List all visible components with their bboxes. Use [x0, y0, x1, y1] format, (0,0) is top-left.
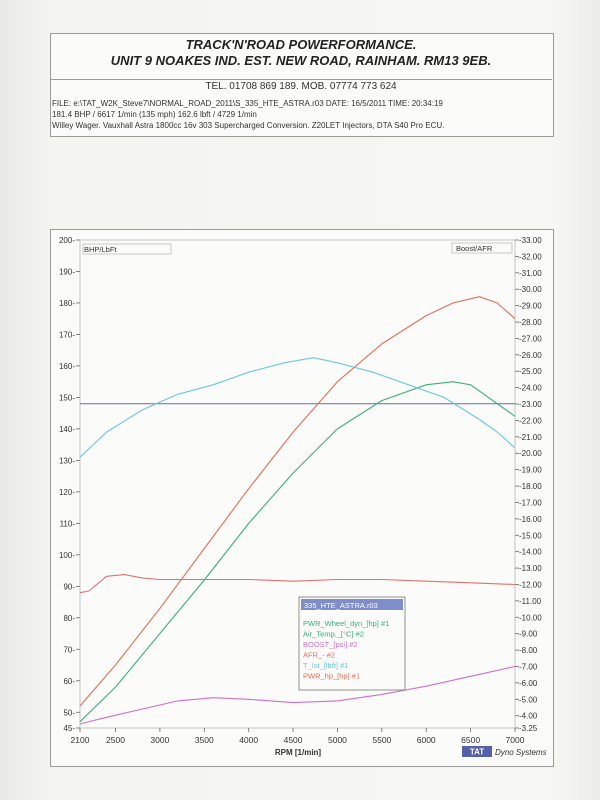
right-tick-label: -4.00 — [519, 711, 538, 721]
left-tick-label: 110- — [59, 519, 75, 529]
x-tick-label: 4500 — [283, 735, 303, 745]
company-name: TRACK'N'ROAD POWERFORMANCE. — [185, 37, 417, 52]
left-tick-label: 60- — [63, 676, 75, 686]
x-tick-label: 4000 — [239, 735, 259, 745]
right-tick-label: -18.00 — [519, 482, 542, 492]
right-tick-label: -30.00 — [519, 285, 542, 295]
legend-entry: AFR_- #2 — [303, 650, 336, 660]
legend-entry: PWR_hp_[hp] #1 — [303, 671, 361, 681]
series-line — [80, 667, 515, 724]
right-tick-label: -24.00 — [519, 383, 542, 393]
legend-entry: PWR_Wheel_dyn_[hp] #1 — [303, 619, 390, 628]
left-tick-label: 190- — [58, 267, 75, 277]
left-tick-label: 50- — [63, 708, 75, 718]
right-tick-label: -11.00 — [519, 596, 542, 606]
brand-name: Dyno Systems — [495, 748, 547, 757]
right-tick-label: -19.00 — [519, 465, 542, 475]
x-axis-title: RPM [1/min] — [274, 748, 322, 757]
left-tick-label: 130- — [58, 456, 75, 466]
company-address: UNIT 9 NOAKES IND. EST. NEW ROAD, RAINHAM. RM13 9EB. — [110, 53, 492, 68]
right-tick-label: -5.00 — [519, 695, 538, 705]
right-tick-label: -6.00 — [519, 678, 538, 688]
series-line — [80, 575, 515, 593]
left-tick-label: 90- — [63, 582, 75, 592]
right-tick-label: -14.00 — [519, 547, 542, 557]
x-tick-label: 2100 — [70, 735, 90, 745]
left-tick-label: 100- — [58, 550, 75, 560]
right-tick-label: -13.00 — [519, 564, 542, 574]
right-tick-label: -3.25 — [519, 724, 538, 733]
right-tick-label: -32.00 — [519, 252, 542, 262]
right-tick-label: -31.00 — [519, 268, 542, 278]
left-tick-label: 45- — [63, 724, 75, 733]
company-telephone: TEL. 01708 869 189. MOB. 07774 773 624 — [205, 81, 397, 92]
right-tick-label: -27.00 — [519, 334, 542, 344]
run-peak-values: 181.4 BHP / 6617 1/min (135 mph) 162.6 lbft / 4729 1/min — [52, 110, 257, 119]
right-tick-label: -8.00 — [519, 646, 538, 656]
left-tick-label: 80- — [63, 613, 75, 623]
left-axis-title: BHP/LbFt — [84, 245, 117, 254]
left-tick-label: 170- — [58, 330, 75, 340]
right-tick-label: -10.00 — [519, 613, 542, 623]
right-tick-label: -7.00 — [519, 662, 538, 672]
series-line — [80, 382, 515, 722]
x-tick-label: 3000 — [150, 735, 170, 745]
x-tick-label: 6000 — [416, 735, 436, 745]
right-tick-label: -20.00 — [519, 449, 542, 459]
right-tick-label: -33.00 — [519, 236, 542, 245]
x-tick-label: 2500 — [106, 735, 125, 745]
legend-entry: BOOST_[psi] #2 — [303, 640, 358, 649]
plot-area — [80, 240, 515, 728]
right-tick-label: -23.00 — [519, 400, 542, 410]
right-tick-label: -15.00 — [519, 531, 542, 541]
series-line — [80, 358, 515, 458]
right-tick-label: -22.00 — [519, 416, 542, 426]
left-tick-label: 70- — [63, 645, 75, 655]
left-tick-label: 150- — [58, 393, 75, 403]
x-tick-label: 3500 — [194, 735, 214, 745]
left-tick-label: 120- — [58, 487, 75, 497]
x-tick-label: 5000 — [327, 735, 347, 745]
run-file-info: FILE: e:\TAT_W2K_Steve7\NORMAL_ROAD_2011\S_335_HTE_ASTRA.r03 DATE: 16/5/2011 TIME: 20:34:19 — [52, 99, 443, 108]
series-line — [80, 297, 515, 706]
right-tick-label: -29.00 — [519, 301, 542, 311]
right-tick-label: -9.00 — [519, 629, 538, 639]
legend-title: 335_HTE_ASTRA.r03 — [304, 601, 378, 610]
left-tick-label: 200- — [58, 236, 75, 245]
right-tick-label: -25.00 — [519, 367, 542, 377]
run-vehicle-description: Willey Wager. Vauxhall Astra 1800cc 16v 303 Supercharged Conversion. Z20LET Injectors, DTA S40 Pro ECU. — [52, 121, 445, 130]
left-tick-label: 160- — [58, 361, 75, 371]
right-tick-label: -21.00 — [519, 432, 542, 442]
left-tick-label: 140- — [58, 424, 75, 434]
left-tick-label: 180- — [58, 298, 75, 308]
legend-entry: Air_Temp._[°C] #2 — [303, 629, 364, 639]
right-tick-label: -26.00 — [519, 350, 542, 360]
brand-logo-text: TAT — [469, 747, 485, 757]
right-tick-label: -28.00 — [519, 318, 542, 328]
right-axis-title: Boost/AFR — [456, 244, 493, 253]
right-tick-label: -17.00 — [519, 498, 542, 508]
right-tick-label: -12.00 — [519, 580, 542, 590]
x-tick-label: 5500 — [372, 735, 392, 745]
right-tick-label: -16.00 — [519, 514, 542, 524]
legend-entry: T_Ist_[lbft] #1 — [303, 661, 349, 670]
x-tick-label: 6500 — [461, 735, 481, 745]
x-tick-label: 7000 — [505, 735, 525, 745]
